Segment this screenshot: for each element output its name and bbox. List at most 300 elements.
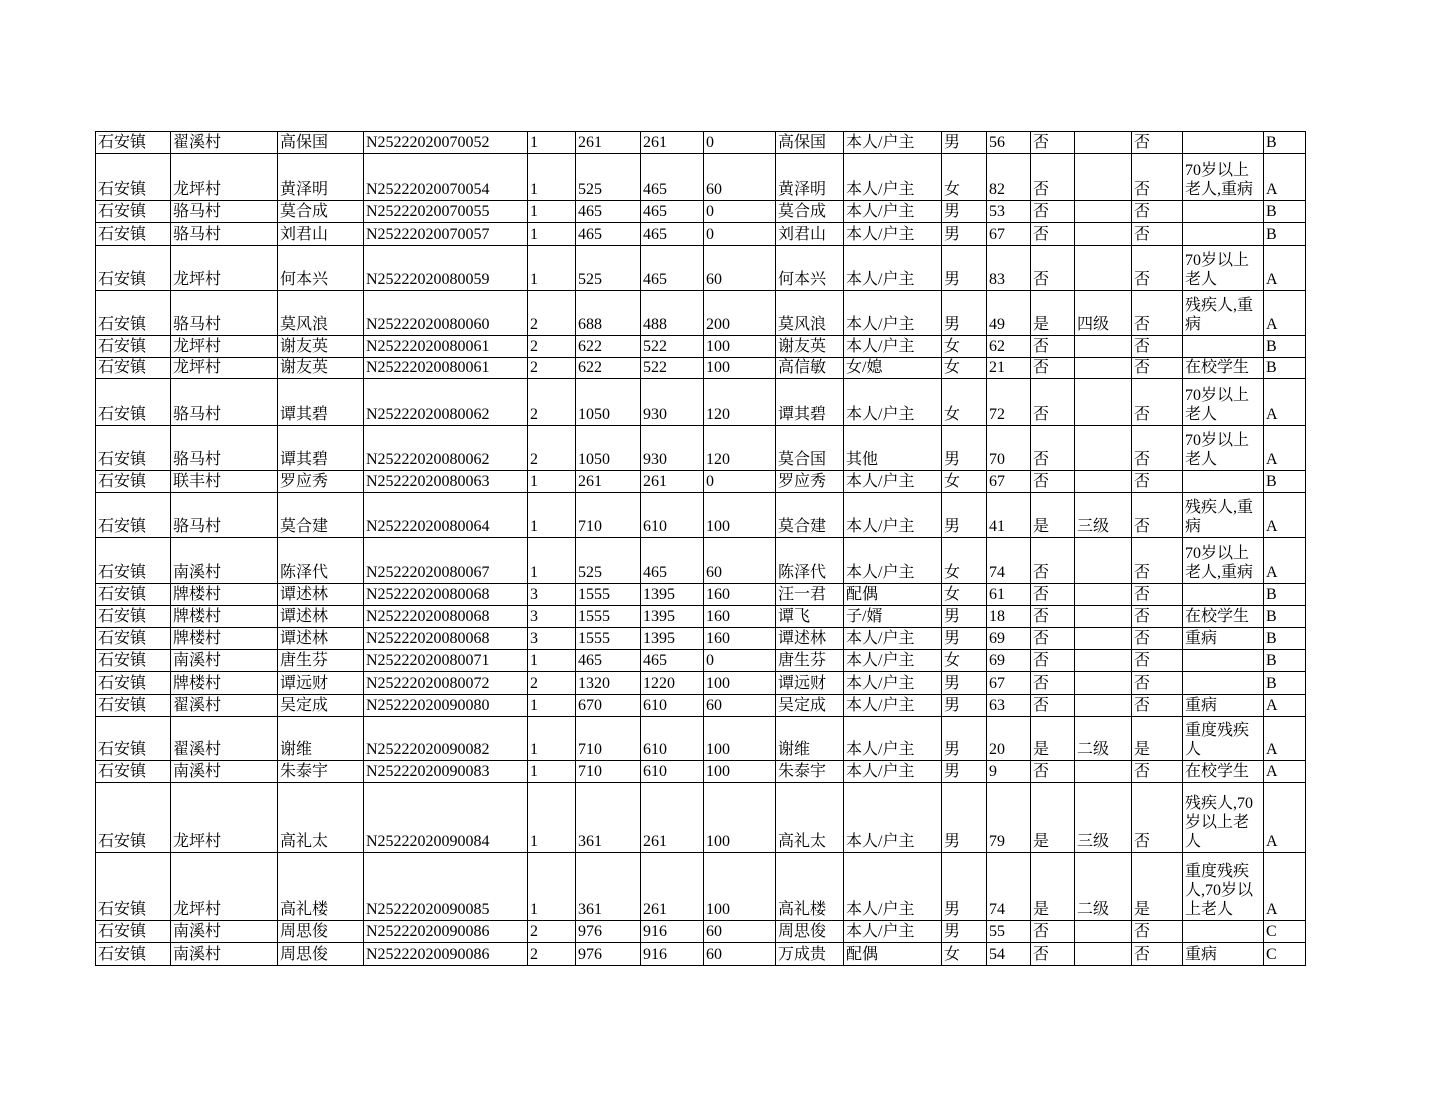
cell-severe-flag: 是: [1132, 853, 1183, 921]
cell-village: 牌楼村: [171, 672, 278, 695]
cell-household-id: N25222020080068: [364, 606, 528, 628]
cell-category: B: [1264, 336, 1306, 358]
cell-village: 南溪村: [171, 921, 278, 943]
cell-relation: 本人/户主: [844, 783, 942, 853]
cell-applicant-name: 谭其碧: [278, 379, 364, 426]
cell-total-amount: 710: [576, 493, 641, 538]
cell-gender: 女: [942, 584, 987, 606]
cell-notes: [1183, 650, 1264, 672]
cell-member-name: 谭其碧: [776, 379, 844, 426]
cell-gender: 男: [942, 606, 987, 628]
cell-applicant-name: 唐生芬: [278, 650, 364, 672]
table-row: [96, 154, 1306, 201]
cell-member-name: 朱泰宇: [776, 761, 844, 783]
cell-category: C: [1264, 921, 1306, 943]
cell-base-amount: 261: [641, 132, 704, 154]
table-row: [96, 921, 1306, 943]
cell-category: A: [1264, 246, 1306, 291]
cell-member-count: 1: [528, 154, 576, 201]
cell-member-name: 莫风浪: [776, 291, 844, 336]
cell-relation: 本人/户主: [844, 201, 942, 223]
cell-disability-level: [1075, 628, 1132, 650]
cell-member-name: 莫合成: [776, 201, 844, 223]
cell-disabled-flag: 否: [1031, 650, 1075, 672]
cell-age: 62: [987, 336, 1031, 358]
cell-age: 79: [987, 783, 1031, 853]
cell-disability-level: [1075, 426, 1132, 471]
cell-disabled-flag: 否: [1031, 246, 1075, 291]
cell-supplement-amount: 60: [704, 943, 776, 966]
cell-applicant-name: 黄泽明: [278, 154, 364, 201]
cell-disabled-flag: 是: [1031, 783, 1075, 853]
cell-disabled-flag: 否: [1031, 672, 1075, 695]
roster-body: [96, 132, 1306, 966]
cell-town: 石安镇: [96, 471, 171, 493]
cell-age: 21: [987, 358, 1031, 379]
cell-relation: 子/婿: [844, 606, 942, 628]
cell-notes: 70岁以上老人,重病: [1183, 538, 1264, 584]
cell-age: 83: [987, 246, 1031, 291]
cell-disabled-flag: 否: [1031, 132, 1075, 154]
cell-total-amount: 622: [576, 336, 641, 358]
cell-severe-flag: 否: [1132, 650, 1183, 672]
cell-total-amount: 1555: [576, 628, 641, 650]
cell-town: 石安镇: [96, 201, 171, 223]
cell-village: 联丰村: [171, 471, 278, 493]
cell-disabled-flag: 否: [1031, 379, 1075, 426]
table-row: [96, 628, 1306, 650]
cell-applicant-name: 周思俊: [278, 943, 364, 966]
cell-notes: 70岁以上老人: [1183, 379, 1264, 426]
cell-notes: [1183, 336, 1264, 358]
cell-town: 石安镇: [96, 538, 171, 584]
cell-applicant-name: 谢维: [278, 717, 364, 761]
cell-disability-level: [1075, 650, 1132, 672]
cell-household-id: N25222020090083: [364, 761, 528, 783]
cell-severe-flag: 否: [1132, 493, 1183, 538]
cell-severe-flag: 否: [1132, 291, 1183, 336]
cell-age: 56: [987, 132, 1031, 154]
cell-gender: 女: [942, 358, 987, 379]
cell-total-amount: 1555: [576, 584, 641, 606]
cell-member-count: 1: [528, 201, 576, 223]
cell-member-count: 2: [528, 336, 576, 358]
cell-total-amount: 465: [576, 201, 641, 223]
cell-relation: 本人/户主: [844, 628, 942, 650]
cell-base-amount: 610: [641, 695, 704, 717]
cell-category: A: [1264, 493, 1306, 538]
cell-category: A: [1264, 154, 1306, 201]
table-row: [96, 943, 1306, 966]
cell-disabled-flag: 否: [1031, 426, 1075, 471]
cell-relation: 本人/户主: [844, 695, 942, 717]
cell-notes: 残疾人,重病: [1183, 493, 1264, 538]
cell-disability-level: [1075, 538, 1132, 584]
cell-member-count: 1: [528, 538, 576, 584]
cell-relation: 配偶: [844, 943, 942, 966]
cell-base-amount: 261: [641, 783, 704, 853]
cell-base-amount: 465: [641, 154, 704, 201]
cell-notes: [1183, 201, 1264, 223]
cell-supplement-amount: 100: [704, 358, 776, 379]
cell-notes: [1183, 672, 1264, 695]
cell-relation: 本人/户主: [844, 672, 942, 695]
cell-total-amount: 465: [576, 223, 641, 246]
cell-town: 石安镇: [96, 943, 171, 966]
cell-disabled-flag: 否: [1031, 584, 1075, 606]
cell-gender: 女: [942, 943, 987, 966]
cell-relation: 本人/户主: [844, 223, 942, 246]
table-row: [96, 358, 1306, 379]
cell-applicant-name: 罗应秀: [278, 471, 364, 493]
cell-notes: 在校学生: [1183, 358, 1264, 379]
cell-household-id: N25222020070057: [364, 223, 528, 246]
cell-supplement-amount: 60: [704, 921, 776, 943]
cell-notes: 重病: [1183, 628, 1264, 650]
table-row: [96, 672, 1306, 695]
cell-category: A: [1264, 853, 1306, 921]
table-row: [96, 223, 1306, 246]
cell-total-amount: 261: [576, 471, 641, 493]
cell-base-amount: 610: [641, 493, 704, 538]
cell-applicant-name: 高礼楼: [278, 853, 364, 921]
cell-total-amount: 670: [576, 695, 641, 717]
table-row: [96, 761, 1306, 783]
cell-gender: 女: [942, 471, 987, 493]
table-row: [96, 538, 1306, 584]
cell-household-id: N25222020090086: [364, 943, 528, 966]
cell-notes: 残疾人,70岁以上老人: [1183, 783, 1264, 853]
cell-relation: 本人/户主: [844, 291, 942, 336]
cell-town: 石安镇: [96, 695, 171, 717]
cell-member-count: 1: [528, 493, 576, 538]
cell-member-name: 唐生芬: [776, 650, 844, 672]
cell-supplement-amount: 100: [704, 493, 776, 538]
cell-household-id: N25222020090082: [364, 717, 528, 761]
cell-gender: 男: [942, 717, 987, 761]
cell-total-amount: 361: [576, 783, 641, 853]
cell-village: 骆马村: [171, 426, 278, 471]
cell-age: 69: [987, 628, 1031, 650]
table-row: [96, 426, 1306, 471]
cell-town: 石安镇: [96, 672, 171, 695]
cell-town: 石安镇: [96, 921, 171, 943]
cell-disabled-flag: 是: [1031, 717, 1075, 761]
cell-supplement-amount: 0: [704, 132, 776, 154]
cell-town: 石安镇: [96, 336, 171, 358]
cell-total-amount: 688: [576, 291, 641, 336]
cell-severe-flag: 否: [1132, 761, 1183, 783]
cell-member-name: 谭述林: [776, 628, 844, 650]
cell-notes: 重度残疾人,70岁以上老人: [1183, 853, 1264, 921]
cell-category: B: [1264, 358, 1306, 379]
cell-applicant-name: 何本兴: [278, 246, 364, 291]
cell-supplement-amount: 100: [704, 761, 776, 783]
cell-village: 龙坪村: [171, 336, 278, 358]
cell-member-count: 2: [528, 358, 576, 379]
cell-age: 74: [987, 853, 1031, 921]
cell-notes: [1183, 471, 1264, 493]
cell-disability-level: 三级: [1075, 783, 1132, 853]
cell-gender: 女: [942, 336, 987, 358]
cell-total-amount: 1050: [576, 379, 641, 426]
cell-applicant-name: 谭述林: [278, 584, 364, 606]
cell-relation: 本人/户主: [844, 471, 942, 493]
cell-severe-flag: 否: [1132, 358, 1183, 379]
cell-total-amount: 361: [576, 853, 641, 921]
cell-severe-flag: 否: [1132, 672, 1183, 695]
cell-notes: 在校学生: [1183, 606, 1264, 628]
cell-base-amount: 930: [641, 379, 704, 426]
cell-age: 41: [987, 493, 1031, 538]
cell-disability-level: [1075, 761, 1132, 783]
cell-village: 骆马村: [171, 291, 278, 336]
cell-applicant-name: 朱泰宇: [278, 761, 364, 783]
cell-member-name: 谭远财: [776, 672, 844, 695]
cell-member-count: 2: [528, 921, 576, 943]
cell-severe-flag: 否: [1132, 538, 1183, 584]
cell-supplement-amount: 0: [704, 471, 776, 493]
cell-category: B: [1264, 650, 1306, 672]
cell-member-count: 1: [528, 695, 576, 717]
table-row: [96, 783, 1306, 853]
cell-member-name: 汪一君: [776, 584, 844, 606]
cell-member-name: 谭飞: [776, 606, 844, 628]
cell-severe-flag: 否: [1132, 783, 1183, 853]
cell-relation: 本人/户主: [844, 154, 942, 201]
cell-applicant-name: 莫合成: [278, 201, 364, 223]
cell-age: 49: [987, 291, 1031, 336]
table-row: [96, 650, 1306, 672]
cell-town: 石安镇: [96, 426, 171, 471]
cell-member-count: 1: [528, 132, 576, 154]
cell-age: 18: [987, 606, 1031, 628]
cell-member-count: 2: [528, 426, 576, 471]
cell-town: 石安镇: [96, 132, 171, 154]
cell-age: 67: [987, 223, 1031, 246]
cell-member-name: 莫合国: [776, 426, 844, 471]
cell-town: 石安镇: [96, 650, 171, 672]
cell-severe-flag: 否: [1132, 921, 1183, 943]
cell-disability-level: [1075, 336, 1132, 358]
cell-gender: 男: [942, 132, 987, 154]
cell-category: B: [1264, 606, 1306, 628]
cell-supplement-amount: 200: [704, 291, 776, 336]
cell-total-amount: 465: [576, 650, 641, 672]
cell-disability-level: [1075, 358, 1132, 379]
cell-member-count: 2: [528, 672, 576, 695]
cell-category: B: [1264, 584, 1306, 606]
cell-member-count: 1: [528, 783, 576, 853]
cell-household-id: N25222020070054: [364, 154, 528, 201]
cell-village: 骆马村: [171, 493, 278, 538]
table-row: [96, 246, 1306, 291]
cell-household-id: N25222020080062: [364, 379, 528, 426]
cell-gender: 女: [942, 650, 987, 672]
table-row: [96, 291, 1306, 336]
cell-applicant-name: 吴定成: [278, 695, 364, 717]
cell-notes: [1183, 921, 1264, 943]
cell-supplement-amount: 120: [704, 426, 776, 471]
cell-base-amount: 1395: [641, 584, 704, 606]
cell-applicant-name: 周思俊: [278, 921, 364, 943]
cell-base-amount: 261: [641, 471, 704, 493]
cell-disabled-flag: 否: [1031, 695, 1075, 717]
cell-town: 石安镇: [96, 154, 171, 201]
cell-relation: 本人/户主: [844, 650, 942, 672]
cell-member-name: 莫合建: [776, 493, 844, 538]
cell-member-name: 周思俊: [776, 921, 844, 943]
cell-village: 龙坪村: [171, 783, 278, 853]
cell-household-id: N25222020090085: [364, 853, 528, 921]
cell-village: 翟溪村: [171, 717, 278, 761]
cell-member-name: 高礼楼: [776, 853, 844, 921]
cell-disability-level: [1075, 154, 1132, 201]
cell-relation: 本人/户主: [844, 379, 942, 426]
cell-base-amount: 465: [641, 538, 704, 584]
cell-category: B: [1264, 223, 1306, 246]
cell-base-amount: 465: [641, 246, 704, 291]
table-row: [96, 606, 1306, 628]
cell-disability-level: [1075, 921, 1132, 943]
cell-severe-flag: 是: [1132, 717, 1183, 761]
cell-village: 牌楼村: [171, 606, 278, 628]
cell-age: 54: [987, 943, 1031, 966]
cell-severe-flag: 否: [1132, 336, 1183, 358]
cell-gender: 男: [942, 493, 987, 538]
cell-disability-level: [1075, 943, 1132, 966]
cell-supplement-amount: 100: [704, 717, 776, 761]
cell-category: A: [1264, 291, 1306, 336]
cell-town: 石安镇: [96, 628, 171, 650]
cell-age: 74: [987, 538, 1031, 584]
cell-gender: 男: [942, 628, 987, 650]
cell-village: 南溪村: [171, 761, 278, 783]
cell-gender: 男: [942, 246, 987, 291]
cell-village: 骆马村: [171, 379, 278, 426]
cell-village: 翟溪村: [171, 695, 278, 717]
cell-village: 牌楼村: [171, 584, 278, 606]
cell-supplement-amount: 160: [704, 584, 776, 606]
cell-category: A: [1264, 717, 1306, 761]
cell-disabled-flag: 否: [1031, 336, 1075, 358]
cell-disabled-flag: 是: [1031, 493, 1075, 538]
cell-disabled-flag: 否: [1031, 628, 1075, 650]
cell-notes: [1183, 132, 1264, 154]
cell-base-amount: 1220: [641, 672, 704, 695]
cell-age: 9: [987, 761, 1031, 783]
cell-applicant-name: 谭述林: [278, 606, 364, 628]
cell-relation: 本人/户主: [844, 717, 942, 761]
cell-town: 石安镇: [96, 761, 171, 783]
cell-gender: 男: [942, 672, 987, 695]
cell-member-name: 黄泽明: [776, 154, 844, 201]
cell-village: 牌楼村: [171, 628, 278, 650]
cell-supplement-amount: 0: [704, 223, 776, 246]
cell-severe-flag: 否: [1132, 379, 1183, 426]
cell-applicant-name: 谢友英: [278, 358, 364, 379]
table-row: [96, 132, 1306, 154]
cell-member-count: 1: [528, 853, 576, 921]
cell-disability-level: 三级: [1075, 493, 1132, 538]
cell-gender: 男: [942, 761, 987, 783]
benefit-roster-table: [95, 131, 1306, 966]
cell-town: 石安镇: [96, 223, 171, 246]
cell-village: 龙坪村: [171, 246, 278, 291]
cell-village: 南溪村: [171, 943, 278, 966]
cell-town: 石安镇: [96, 358, 171, 379]
cell-gender: 男: [942, 426, 987, 471]
table-row: [96, 853, 1306, 921]
cell-total-amount: 261: [576, 132, 641, 154]
cell-gender: 男: [942, 291, 987, 336]
cell-village: 龙坪村: [171, 154, 278, 201]
cell-member-name: 罗应秀: [776, 471, 844, 493]
cell-age: 70: [987, 426, 1031, 471]
cell-severe-flag: 否: [1132, 426, 1183, 471]
cell-member-name: 刘君山: [776, 223, 844, 246]
cell-relation: 本人/户主: [844, 132, 942, 154]
cell-town: 石安镇: [96, 493, 171, 538]
cell-member-count: 3: [528, 584, 576, 606]
cell-severe-flag: 否: [1132, 628, 1183, 650]
cell-village: 龙坪村: [171, 358, 278, 379]
cell-gender: 男: [942, 853, 987, 921]
cell-age: 82: [987, 154, 1031, 201]
cell-member-name: 高信敏: [776, 358, 844, 379]
cell-category: A: [1264, 695, 1306, 717]
cell-age: 55: [987, 921, 1031, 943]
cell-gender: 男: [942, 201, 987, 223]
cell-total-amount: 710: [576, 717, 641, 761]
cell-category: B: [1264, 201, 1306, 223]
cell-disability-level: [1075, 201, 1132, 223]
cell-supplement-amount: 60: [704, 695, 776, 717]
cell-disabled-flag: 是: [1031, 291, 1075, 336]
cell-supplement-amount: 0: [704, 650, 776, 672]
cell-base-amount: 522: [641, 358, 704, 379]
cell-relation: 本人/户主: [844, 493, 942, 538]
cell-applicant-name: 谢友英: [278, 336, 364, 358]
cell-notes: 在校学生: [1183, 761, 1264, 783]
cell-severe-flag: 否: [1132, 132, 1183, 154]
cell-disabled-flag: 是: [1031, 853, 1075, 921]
cell-supplement-amount: 120: [704, 379, 776, 426]
cell-supplement-amount: 100: [704, 336, 776, 358]
cell-member-count: 3: [528, 606, 576, 628]
cell-gender: 男: [942, 223, 987, 246]
cell-category: A: [1264, 538, 1306, 584]
cell-total-amount: 710: [576, 761, 641, 783]
cell-total-amount: 976: [576, 943, 641, 966]
cell-total-amount: 1555: [576, 606, 641, 628]
cell-town: 石安镇: [96, 291, 171, 336]
cell-age: 61: [987, 584, 1031, 606]
cell-category: B: [1264, 628, 1306, 650]
cell-supplement-amount: 60: [704, 246, 776, 291]
cell-base-amount: 261: [641, 853, 704, 921]
cell-disabled-flag: 否: [1031, 761, 1075, 783]
cell-village: 骆马村: [171, 201, 278, 223]
cell-disability-level: 二级: [1075, 853, 1132, 921]
cell-applicant-name: 谭述林: [278, 628, 364, 650]
cell-town: 石安镇: [96, 853, 171, 921]
cell-disabled-flag: 否: [1031, 538, 1075, 584]
cell-household-id: N25222020080061: [364, 336, 528, 358]
cell-town: 石安镇: [96, 584, 171, 606]
cell-notes: 70岁以上老人: [1183, 246, 1264, 291]
table-row: [96, 379, 1306, 426]
